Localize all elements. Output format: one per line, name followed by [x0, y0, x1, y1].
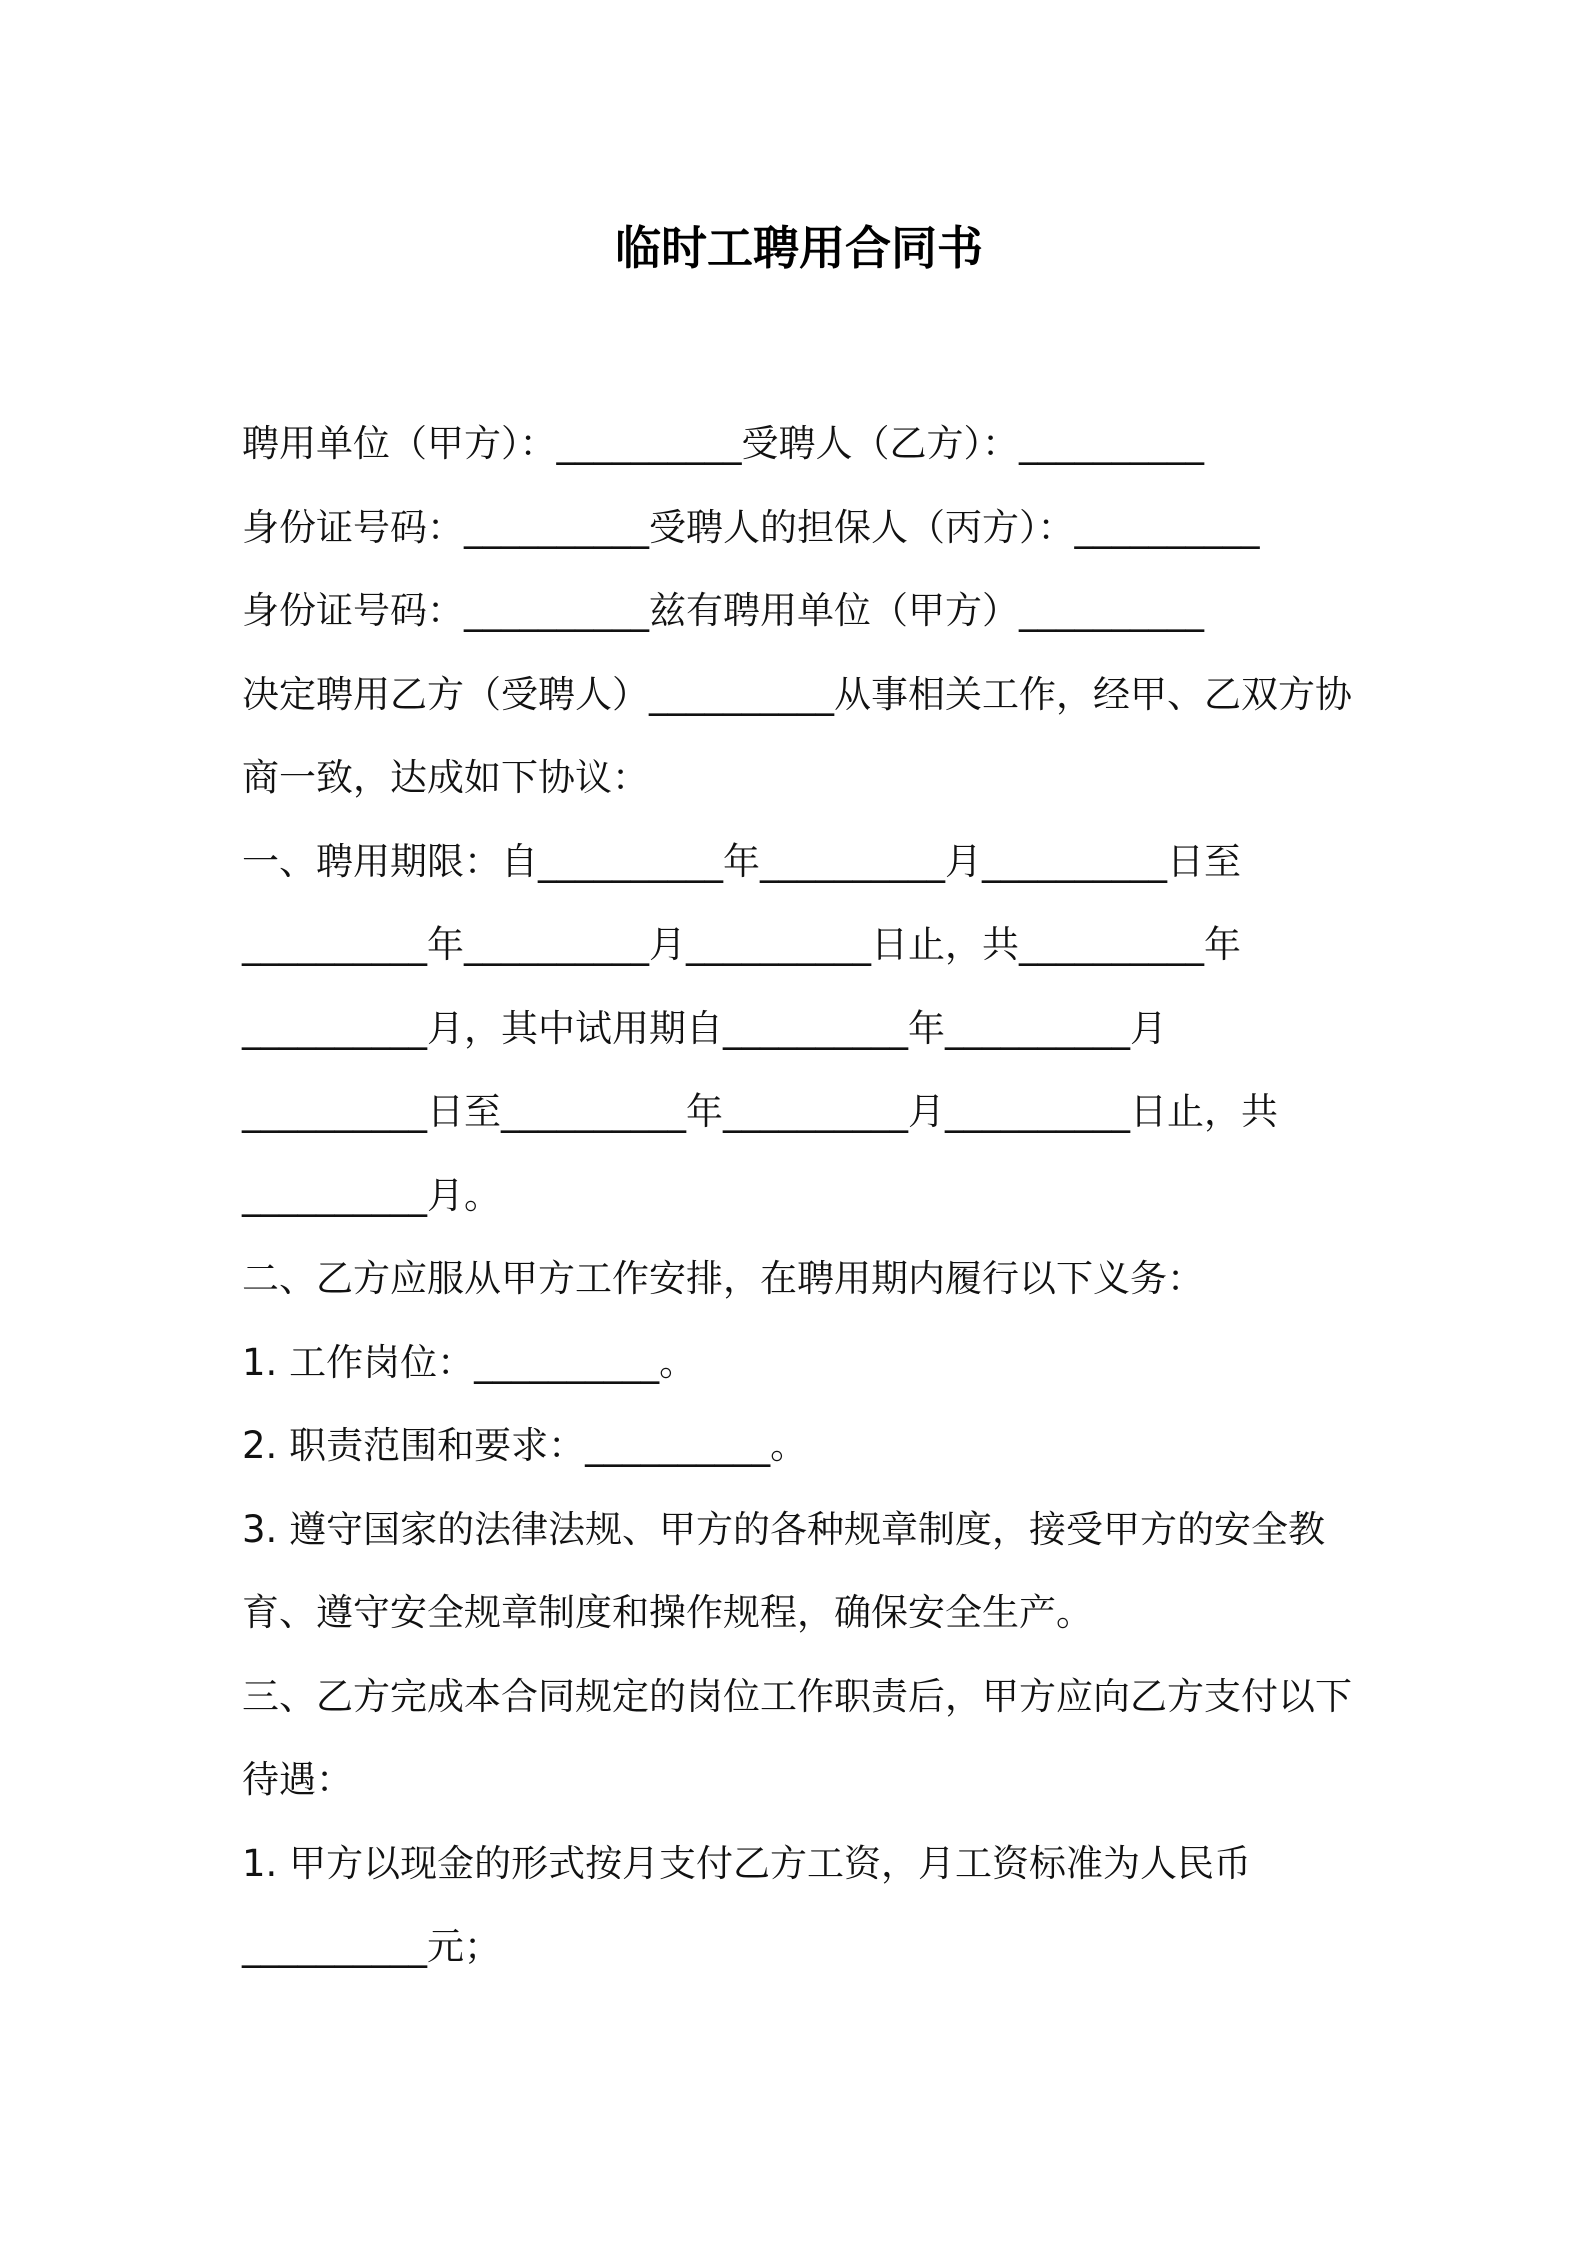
- duty-item-compliance-cont: 育、遵守安全规章制度和操作规程，确保安全生产。: [242, 1591, 1093, 1634]
- hiring-statement-line: 决定聘用乙方（受聘人）__________从事相关工作，经甲、乙双方协: [242, 672, 1352, 716]
- guarantor-id-and-employer-line: 身份证号码：__________兹有聘用单位（甲方）__________: [242, 589, 1204, 632]
- document-title: 临时工聘用合同书: [615, 221, 983, 275]
- employer-and-employee-line: 聘用单位（甲方）：__________受聘人（乙方）：__________: [242, 422, 1204, 465]
- duties-clause-heading: 二、乙方应服从甲方工作安排，在聘用期内履行以下义务：: [242, 1257, 1204, 1300]
- probation-line: __________月。: [242, 1173, 501, 1217]
- duty-item-position: 1. 工作岗位：__________。: [242, 1340, 697, 1384]
- term-clause-heading: 一、聘用期限：自__________年__________月__________日至: [242, 839, 1241, 883]
- compensation-clause-heading: 三、乙方完成本合同规定的岗位工作职责后，甲方应向乙方支付以下: [242, 1674, 1352, 1718]
- probation-line: __________月，其中试用期自__________年__________月: [242, 1006, 1167, 1050]
- employee-id-and-guarantor-line: 身份证号码：__________受聘人的担保人（丙方）：__________: [242, 505, 1260, 549]
- duty-item-compliance: 3. 遵守国家的法律法规、甲方的各种规章制度，接受甲方的安全教: [242, 1507, 1326, 1551]
- agreement-statement-line: 商一致，达成如下协议：: [242, 756, 649, 799]
- compensation-item-salary-cont: __________元；: [242, 1925, 501, 1968]
- compensation-item-salary: 1. 甲方以现金的形式按月支付乙方工资，月工资标准为人民币: [242, 1841, 1252, 1885]
- duty-item-scope: 2. 职责范围和要求：__________。: [242, 1424, 808, 1467]
- contract-body: [242, 402, 1372, 1989]
- compensation-heading-cont: 待遇：: [242, 1758, 353, 1801]
- term-line: __________年__________月__________日止，共__________年: [242, 923, 1241, 966]
- probation-line: __________日至__________年__________月__________日止，共: [242, 1090, 1278, 1133]
